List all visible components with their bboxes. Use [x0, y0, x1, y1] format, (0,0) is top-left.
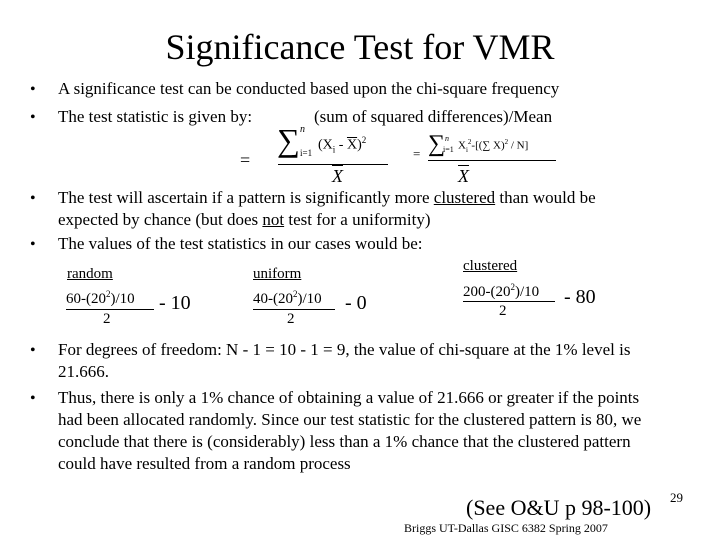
bullet-3-line-1 — [58, 187, 596, 209]
numerator-2-close: ) — [500, 139, 505, 152]
case-uniform-expr-post: )/10 — [297, 291, 322, 307]
formula-equals-1: = — [240, 150, 251, 170]
numerator-2-over-n: / N] — [508, 139, 529, 152]
case-random-result: - 10 — [159, 292, 191, 314]
case-clustered-expr-sup: 2 — [510, 282, 515, 292]
fraction-bar-1 — [278, 164, 388, 165]
numerator-1-square: 2 — [361, 135, 367, 145]
case-clustered-fraction-bar — [463, 301, 555, 302]
page-number: 29 — [670, 490, 683, 505]
case-random-expr-post: )/10 — [110, 291, 135, 307]
case-uniform-fraction-bar — [253, 309, 335, 310]
case-uniform-label: uniform — [253, 266, 302, 282]
case-clustered-label: clustered — [463, 258, 518, 274]
numerator-1-xbar: $\overline{X}$ — [346, 137, 358, 153]
clustered-emphasis: clustered — [433, 188, 496, 207]
denominator-1: $\overline{X}$ — [332, 166, 343, 186]
bullet-5-line-2: 21.666. — [58, 362, 109, 381]
numerator-1-minus: - — [335, 137, 347, 153]
numerator-1-subscript: i — [332, 144, 336, 155]
numerator-2-x: X — [458, 139, 466, 152]
bullet-marker: • — [30, 390, 36, 407]
slide-title: Significance Test for VMR — [165, 27, 555, 67]
reference-citation: (See O&U p 98-100) — [466, 495, 652, 520]
case-uniform-divisor: 2 — [287, 311, 295, 327]
bullet-6-line-3: conclude that there is (considerably) less than a 1% chance that the clustered pattern — [58, 432, 631, 451]
bullet-1-text: A significance test can be conducted based upon the chi-square frequency — [58, 79, 560, 98]
bullet-3-line-2 — [58, 209, 430, 231]
bullet-marker: • — [30, 236, 36, 253]
bullet-marker: • — [30, 109, 36, 126]
sum-of-squared-differences-text: (sum of squared differences)/Mean — [314, 107, 553, 126]
case-uniform-expr-sup: 2 — [293, 289, 298, 299]
case-clustered-expr-post: )/10 — [515, 284, 540, 300]
denominator-2: $\overline{X}$ — [458, 166, 469, 186]
case-clustered-expr-pre: 200-(20 — [463, 284, 511, 300]
case-clustered-result: - 80 — [564, 286, 596, 308]
formula-equals-2: = — [413, 146, 421, 161]
case-random-expr-pre: 60-(20 — [66, 291, 106, 307]
summation-upper-limit-2: n — [445, 134, 449, 143]
numerator-1-close: ) — [357, 137, 362, 153]
summation-lower-limit-1: i=1 — [300, 148, 313, 158]
summation-upper-limit-1: n — [300, 124, 305, 135]
case-random-label: random — [67, 266, 113, 282]
summation-symbol-1: ∑ — [277, 122, 300, 158]
bullet-marker: • — [30, 342, 36, 359]
bullet-2-parenthetical — [314, 107, 552, 127]
case-clustered-expression — [463, 282, 539, 301]
summation-lower-limit-2: i=1 — [443, 145, 454, 154]
not-emphasis: not — [262, 210, 285, 229]
bullet-4-text: The values of the test statistics in our cases would be: — [58, 234, 423, 253]
fraction-bar-2 — [428, 160, 556, 161]
case-uniform-result: - 0 — [345, 292, 367, 314]
case-random-expression — [66, 289, 135, 308]
bullet-3-text-a: The test will ascertain if a pattern is significantly more — [58, 188, 434, 207]
bullet-5-line-1: For degrees of freedom: N - 1 = 10 - 1 = 9, the value of chi-square at the 1% level is — [58, 340, 631, 359]
numerator-1 — [318, 135, 366, 154]
numerator-2-bracket: -[(∑ X — [471, 139, 501, 152]
bullet-2-text: The test statistic is given by: — [58, 107, 253, 126]
bullet-6-line-4: could have resulted from a random process — [58, 454, 351, 473]
bullet-marker: • — [30, 81, 36, 98]
case-random-expr-sup: 2 — [106, 289, 111, 299]
bullet-3-text-b: than would be — [495, 188, 596, 207]
numerator-1-open: (X — [318, 137, 333, 153]
case-random-divisor: 2 — [103, 311, 111, 327]
footer-credit: Briggs UT-Dallas GISC 6382 Spring 2007 — [404, 521, 608, 535]
numerator-2-subscript: i — [465, 145, 468, 154]
case-random-fraction-bar — [66, 309, 154, 310]
bullet-3-text-d: test for a uniformity) — [284, 210, 431, 229]
numerator-2-power: 2 — [504, 138, 509, 146]
case-uniform-expression — [253, 289, 322, 308]
bullet-6-line-1: Thus, there is only a 1% chance of obtaining a value of 21.666 or greater if the points — [58, 388, 640, 407]
summation-symbol-2: ∑ — [428, 131, 446, 157]
numerator-2 — [458, 138, 528, 154]
bullet-6-line-2: had been allocated randomly. Since our test statistic for the clustered pattern is 80, we — [58, 410, 642, 429]
case-clustered-divisor: 2 — [499, 303, 507, 319]
bullet-marker: • — [30, 190, 36, 207]
numerator-2-square: 2 — [467, 138, 472, 146]
case-uniform-expr-pre: 40-(20 — [253, 291, 293, 307]
bullet-3-text-c: expected by chance (but does — [58, 210, 263, 229]
